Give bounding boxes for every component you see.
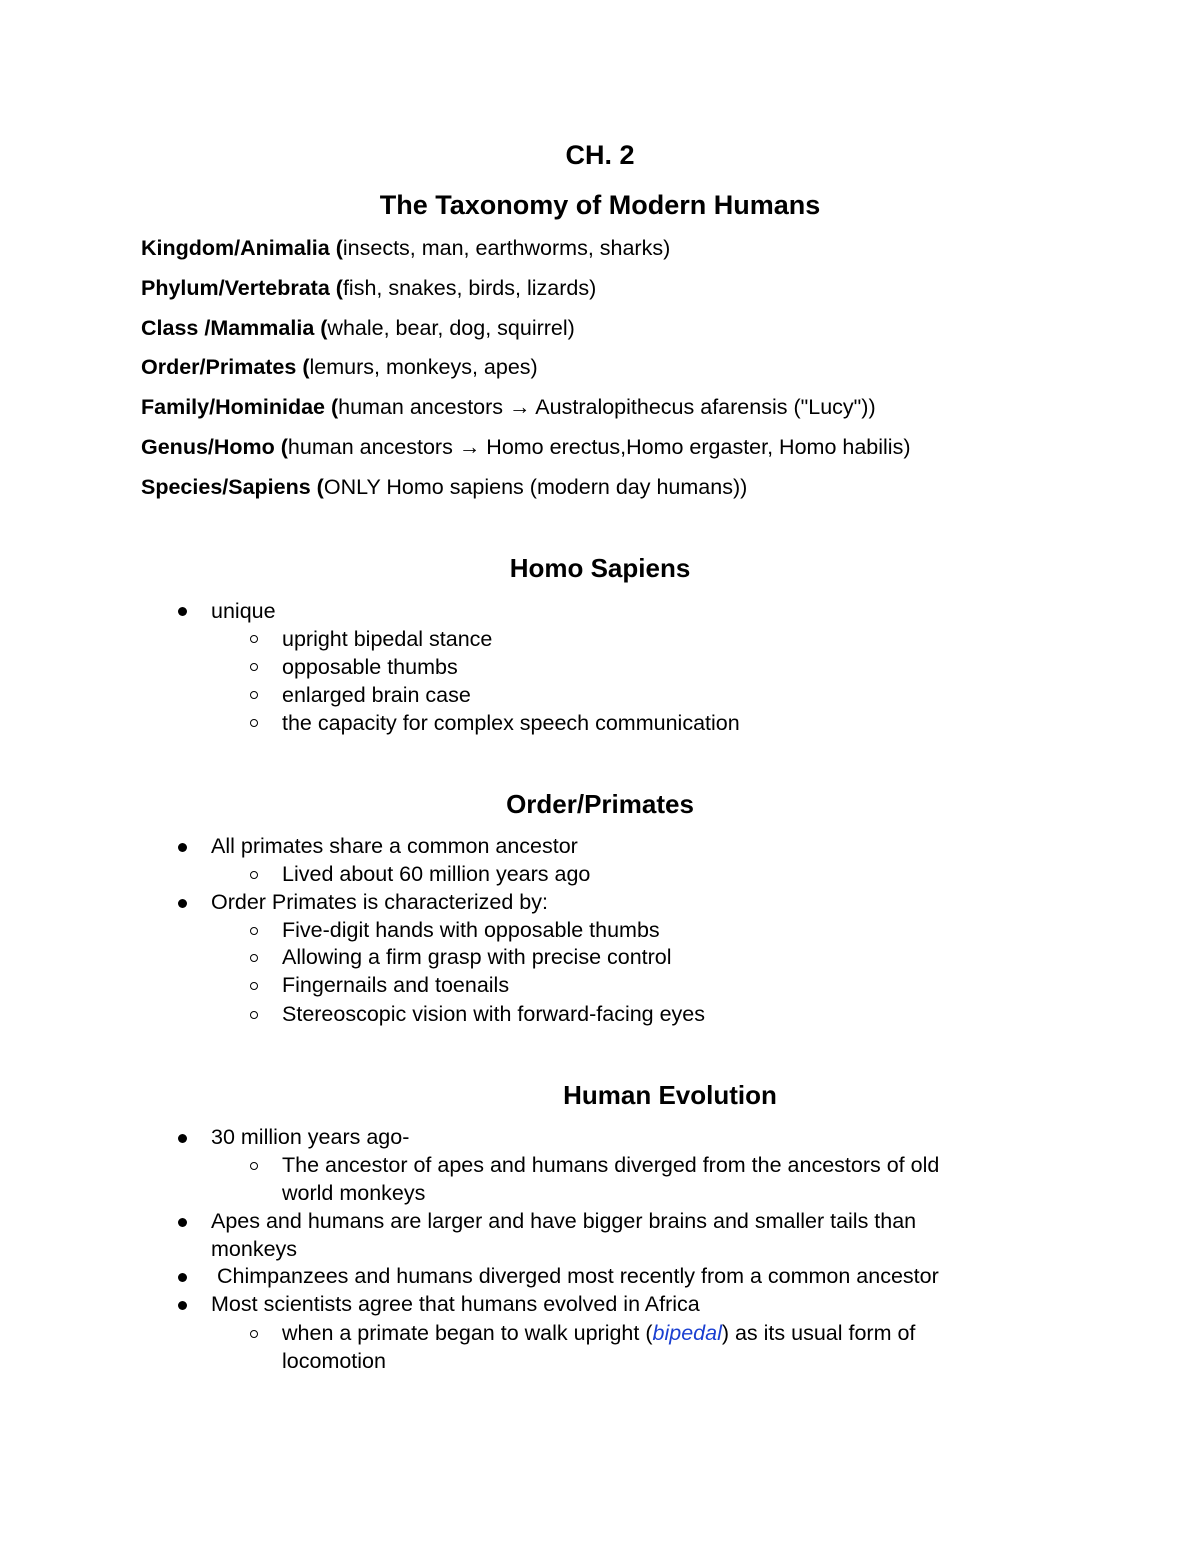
list-item: 30 million years ago-: [211, 1125, 410, 1149]
taxonomy-row-class: [141, 314, 911, 354]
sub-list-item: enlarged brain case: [282, 683, 471, 707]
taxonomy-row-species: [141, 473, 911, 513]
sub-bullet-icon: [250, 871, 258, 879]
list-item: Order Primates is characterized by:: [211, 890, 548, 914]
taxonomy-row-kingdom: [141, 234, 911, 274]
rank-examples: human ancestors → Australopithecus afarensis ("Lucy")): [338, 395, 876, 420]
taxonomy-list: [141, 234, 911, 513]
bullet-icon: [178, 1301, 187, 1310]
rank-label: Species/Sapiens (: [141, 474, 324, 499]
bullet-icon: [178, 607, 187, 616]
section-heading-human-evolution: Human Evolution: [563, 1080, 777, 1110]
taxonomy-row-family: [141, 393, 911, 433]
list-item: Most scientists agree that humans evolved in Africa: [211, 1292, 700, 1316]
bullet-icon: [178, 1218, 187, 1227]
taxonomy-row-phylum: [141, 274, 911, 314]
bullet-icon: [178, 1134, 187, 1143]
sub-list-item: upright bipedal stance: [282, 627, 493, 651]
bullet-icon: [178, 843, 187, 852]
rank-label: Class /Mammalia (: [141, 315, 328, 340]
rank-label: Family/Hominidae (: [141, 395, 339, 420]
list-item: All primates share a common ancestor: [211, 834, 578, 858]
bullet-icon: [178, 1273, 187, 1282]
rank-examples: fish, snakes, birds, lizards): [342, 275, 597, 300]
taxonomy-row-genus: [141, 433, 911, 473]
sub-list-item-continued: world monkeys: [282, 1181, 426, 1205]
sub-list-item: Fingernails and toenails: [282, 973, 510, 997]
sub-list-item: the capacity for complex speech communication: [282, 711, 740, 735]
sub-bullet-icon: [250, 927, 258, 935]
sub-bullet-icon: [250, 1011, 258, 1019]
rank-label: Phylum/Vertebrata (: [141, 275, 343, 300]
sub-bullet-icon: [250, 1162, 258, 1170]
rank-label: Order/Primates (: [141, 355, 310, 380]
sub-bullet-icon: [250, 1330, 258, 1338]
list-item-continued: monkeys: [211, 1237, 298, 1261]
section-heading-order-primates: Order/Primates: [506, 789, 694, 819]
rank-examples: insects, man, earthworms, sharks): [342, 236, 671, 260]
rank-label: Genus/Homo (: [141, 434, 288, 459]
sub-list-text: when a primate began to walk upright (: [282, 1321, 653, 1345]
rank-label: Kingdom/Animalia (: [141, 236, 343, 260]
sub-list-item: The ancestor of apes and humans diverged from the ancestors of old: [282, 1153, 940, 1177]
taxonomy-row-order: [141, 353, 911, 393]
list-item: Chimpanzees and humans diverged most recently from a common ancestor: [211, 1264, 939, 1288]
document-title: The Taxonomy of Modern Humans: [379, 190, 821, 220]
rank-examples: ONLY Homo sapiens (modern day humans)): [323, 474, 748, 499]
rank-examples: whale, bear, dog, squirrel): [327, 315, 575, 340]
sub-list-item-continued: locomotion: [282, 1349, 386, 1373]
rank-examples: lemurs, monkeys, apes): [309, 355, 538, 380]
sub-bullet-icon: [250, 719, 258, 727]
chapter-heading: CH. 2: [565, 140, 635, 170]
sub-bullet-icon: [250, 663, 258, 671]
sub-bullet-icon: [250, 635, 258, 643]
sub-list-item: Five-digit hands with opposable thumbs: [282, 918, 660, 942]
section-heading-homo-sapiens: Homo Sapiens: [509, 553, 691, 583]
sub-bullet-icon: [250, 691, 258, 699]
sub-list-item: Stereoscopic vision with forward-facing eyes: [282, 1002, 706, 1026]
bullet-icon: [178, 899, 187, 908]
bipedal-term: bipedal: [652, 1321, 722, 1345]
list-item: unique: [211, 599, 276, 623]
rank-examples: human ancestors → Homo erectus,Homo ergaster, Homo habilis): [287, 434, 911, 459]
sub-list-item: Allowing a firm grasp with precise control: [282, 945, 672, 969]
sub-list-item: Lived about 60 million years ago: [282, 862, 591, 886]
sub-list-item: opposable thumbs: [282, 655, 458, 679]
sub-list-item: [282, 1319, 915, 1347]
sub-list-text: ) as its usual form of: [721, 1321, 916, 1345]
sub-bullet-icon: [250, 954, 258, 962]
sub-bullet-icon: [250, 982, 258, 990]
list-item: Apes and humans are larger and have bigger brains and smaller tails than: [211, 1209, 917, 1233]
